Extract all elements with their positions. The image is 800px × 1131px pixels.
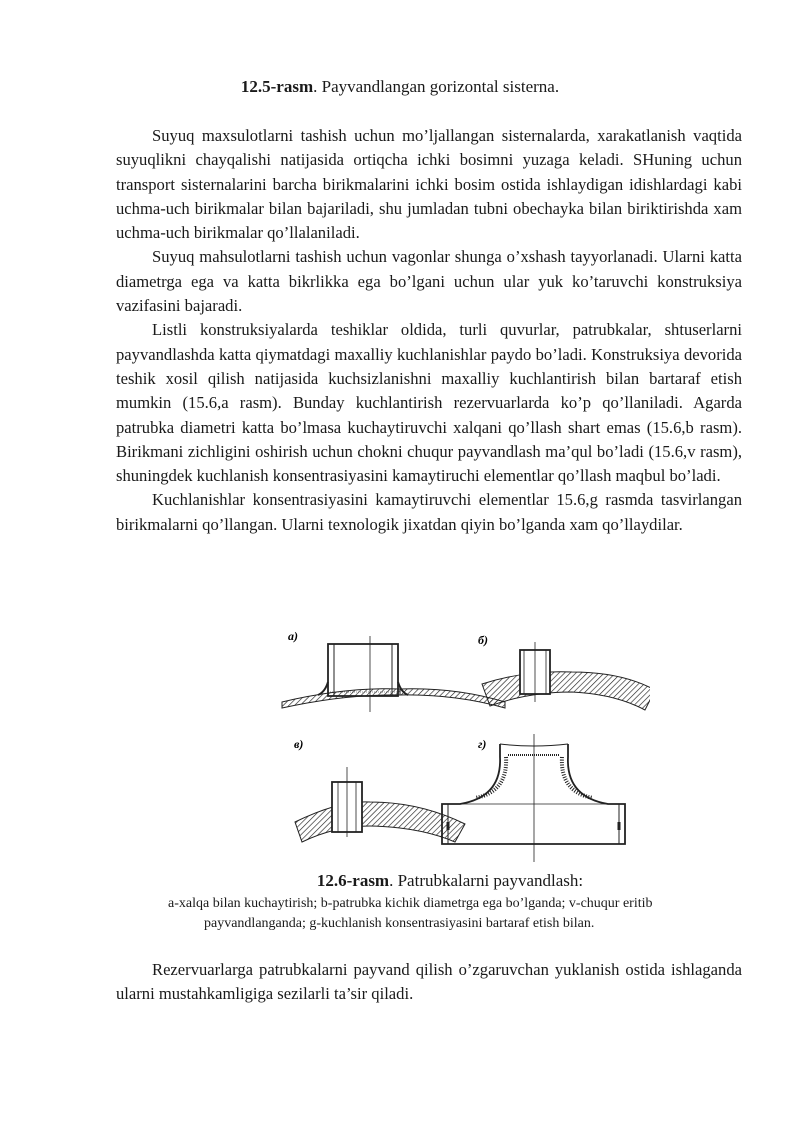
drawing-a	[282, 629, 505, 712]
figure-number: 12.5-rasm	[240, 77, 314, 96]
figure-number: 12.6-rasm	[316, 871, 390, 890]
paragraph: Suyuq mahsulotlarni tashish uchun vagonlar shunga o’xshash tayyorlanadi. Ularni katta diametrga ega va katta bikrlikka ega bo’lgani uchun ular yuk ko’taruvchi konstruksiya vazifasini bajaradi.	[116, 247, 742, 316]
figure-12-6-drawings	[270, 622, 650, 867]
figure-legend-line: a-xalqa bilan kuchaytirish; b-patrubka kichik diametrga ega bo’lganda; v-chuqur eritib	[168, 896, 653, 911]
figure-legend-line: payvandlanganda; g-kuchlanish konsentrasiyasini bartaraf etish bilan.	[204, 916, 595, 931]
paragraph: Rezervuarlarga patrubkalarni payvand qilish o’zgaruvchan yuklanish ostida ishlaganda ularni mustahkamligiga sezilarli ta’sir qiladi.	[116, 960, 742, 1004]
figure-caption-12-6	[0, 870, 800, 892]
paragraph: Suyuq maxsulotlarni tashish uchun mo’ljallangan sisternalarda, xarakatlanish vaqtida suyuqlikni chayqalishi natijasida ortiqcha ichki bosimni yuzaga keladi. SHuning uchun transport sisternalarini barcha birikmalarini ichki bosim ostida ishlaydigan idishlardagi kabi uchma-uch birikmalar bilan bajariladi, shu jumladan tubni obechayka bilan biriktirishda xam uchma-uch birikmalar qo’llalaniladi.	[116, 126, 742, 243]
label-a: a)	[288, 629, 298, 643]
figure-title: . Patrubkalarni payvandlash:	[389, 871, 584, 890]
figure-caption-12-5	[0, 76, 800, 98]
drawing-v	[294, 737, 465, 842]
drawing-b	[478, 633, 650, 710]
label-b: б)	[478, 633, 488, 647]
figure-title: . Payvandlangan gorizontal sisterna.	[313, 77, 560, 96]
label-g: г)	[478, 737, 487, 751]
paragraph: Listli konstruksiyalarda teshiklar oldida, turli quvurlar, patrubkalar, shtuserlarni payvandlashda katta qiymatdagi maxalliy kuchlanishlar paydo bo’ladi. Konstruksiya devorida teshik xosil qilish natijasida kuchsizlanishni maxalliy kuchlantirish bilan bartaraf etish mumkin (15.6,a rasm). Bunday kuchlantirish rezervuarlarda ko’p qo’llaniladi. Agarda patrubka diametri katta bo’lmasa kuchaytiruvchi xalqani qo’llash shart emas (15.6,b rasm). Birikmani zichligini oshirish uchun chokni chuqur payvandlash ma’qul bo’ladi (15.6,v rasm), shuningdek kuchlanish konsentrasiyasini kamaytiruchi elementlar qo’llash maqbul bo’ladi.	[116, 320, 742, 486]
paragraph: Kuchlanishlar konsentrasiyasini kamaytiruvchi elementlar 15.6,g rasmda tasvirlangan birikmalarni qo’llangan. Ularni texnologik jixatdan qiyin bo’lganda xam qo’llaydilar.	[116, 490, 742, 534]
drawing-g	[442, 734, 625, 862]
body-text-block	[116, 958, 742, 1007]
figure-legend	[168, 894, 738, 934]
label-v: в)	[294, 737, 304, 751]
body-text-block	[116, 124, 742, 537]
